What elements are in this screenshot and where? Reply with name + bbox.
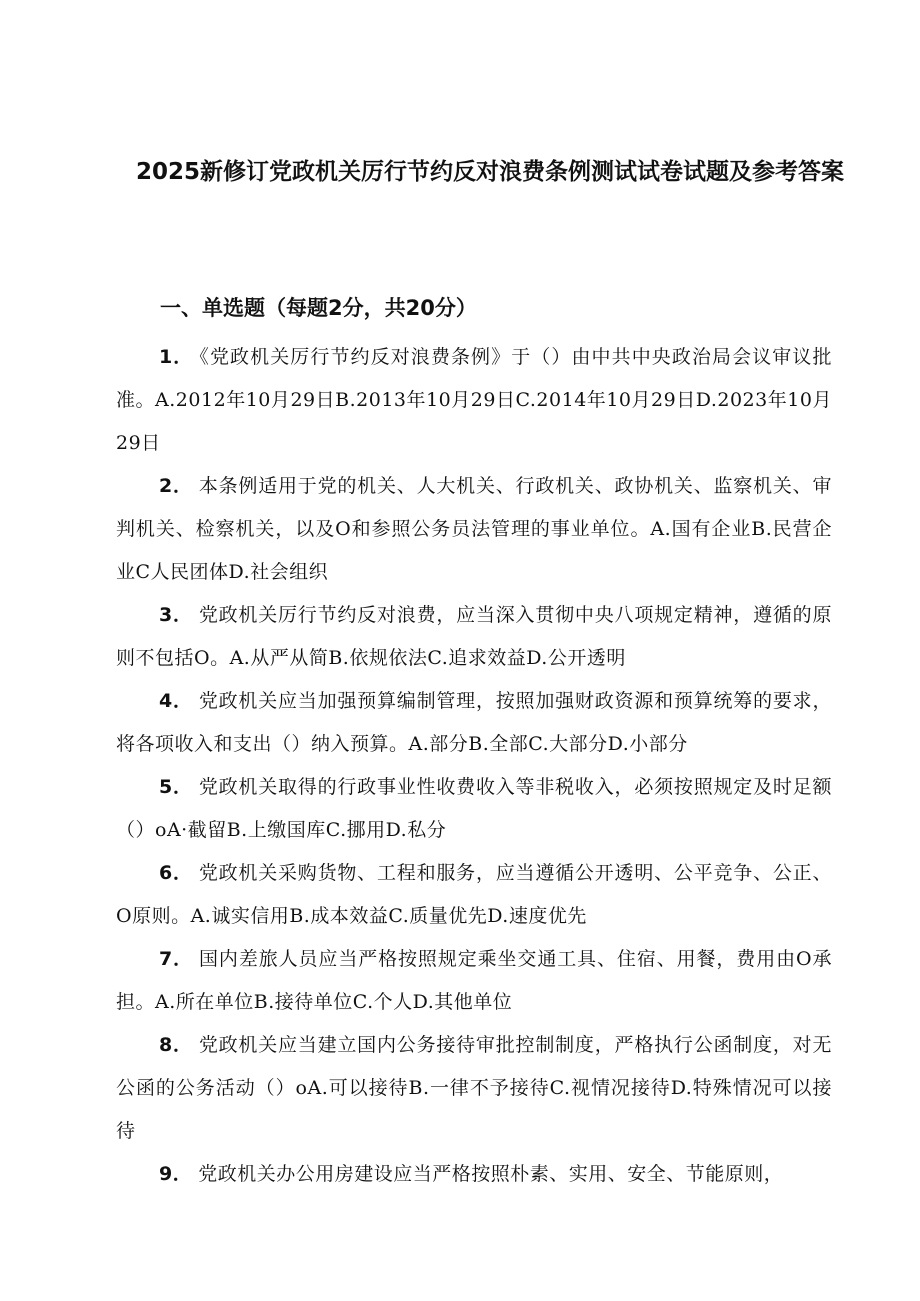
question-text: 党政机关应当建立国内公务接待审批控制制度，严格执行公函制度，对无公函的公务活动（）oA.可以接待B.一律不予接待C.视情况接待D.特殊情况可以接待 (116, 1034, 832, 1142)
section-heading: 一、单选题（每题2分，共20分） (160, 296, 477, 320)
question-item (116, 465, 832, 594)
question-text: 本条例适用于党的机关、人大机关、行政机关、政协机关、监察机关、审判机关、检察机关，以及O和参照公务员法管理的事业单位。A.国有企业B.民营企业C人民团体D.社会组织 (116, 475, 832, 583)
question-text: 党政机关采购货物、工程和服务，应当遵循公开透明、公平竞争、公正、O原则。A.诚实信用B.成本效益C.质量优先D.速度优先 (116, 862, 832, 927)
question-number: 5． (159, 776, 193, 798)
question-text: 党政机关取得的行政事业性收费收入等非税收入，必须按照规定及时足额（）oA·截留B.上缴国库C.挪用D.私分 (116, 776, 832, 841)
question-number: 6． (159, 862, 193, 884)
question-text: 党政机关办公用房建设应当严格按照朴素、实用、安全、节能原则， (198, 1163, 784, 1185)
question-number: 9． (159, 1163, 193, 1185)
question-list (116, 336, 832, 1196)
question-text: 党政机关厉行节约反对浪费，应当深入贯彻中央八项规定精神，遵循的原则不包括O。A.从严从简B.依规依法C.追求效益D.公开透明 (116, 604, 832, 669)
question-number: 1． (159, 346, 194, 368)
question-item (116, 938, 832, 1024)
question-item (116, 1153, 832, 1196)
question-item (116, 1024, 832, 1153)
question-text: 《党政机关厉行节约反对浪费条例》于（）由中共中央政治局会议审议批准。A.2012年10月29日B.2013年10月29日C.2014年10月29日D.2023年10月29日 (116, 346, 832, 454)
question-number: 7． (159, 948, 194, 970)
question-number: 8． (159, 1034, 193, 1056)
question-item (116, 852, 832, 938)
question-text: 党政机关应当加强预算编制管理，按照加强财政资源和预算统筹的要求，将各项收入和支出（）纳入预算。A.部分B.全部C.大部分D.小部分 (116, 690, 832, 755)
question-item (116, 594, 832, 680)
question-item (116, 680, 832, 766)
question-item (116, 766, 832, 852)
question-item (116, 336, 832, 465)
question-text: 国内差旅人员应当严格按照规定乘坐交通工具、住宿、用餐，费用由O承担。A.所在单位B.接待单位C.个人D.其他单位 (116, 948, 832, 1013)
document-title: 2025新修订党政机关厉行节约反对浪费条例测试试卷试题及参考答案 (135, 159, 844, 185)
question-number: 2． (159, 475, 193, 497)
question-number: 3． (159, 604, 193, 626)
question-number: 4． (159, 690, 193, 712)
